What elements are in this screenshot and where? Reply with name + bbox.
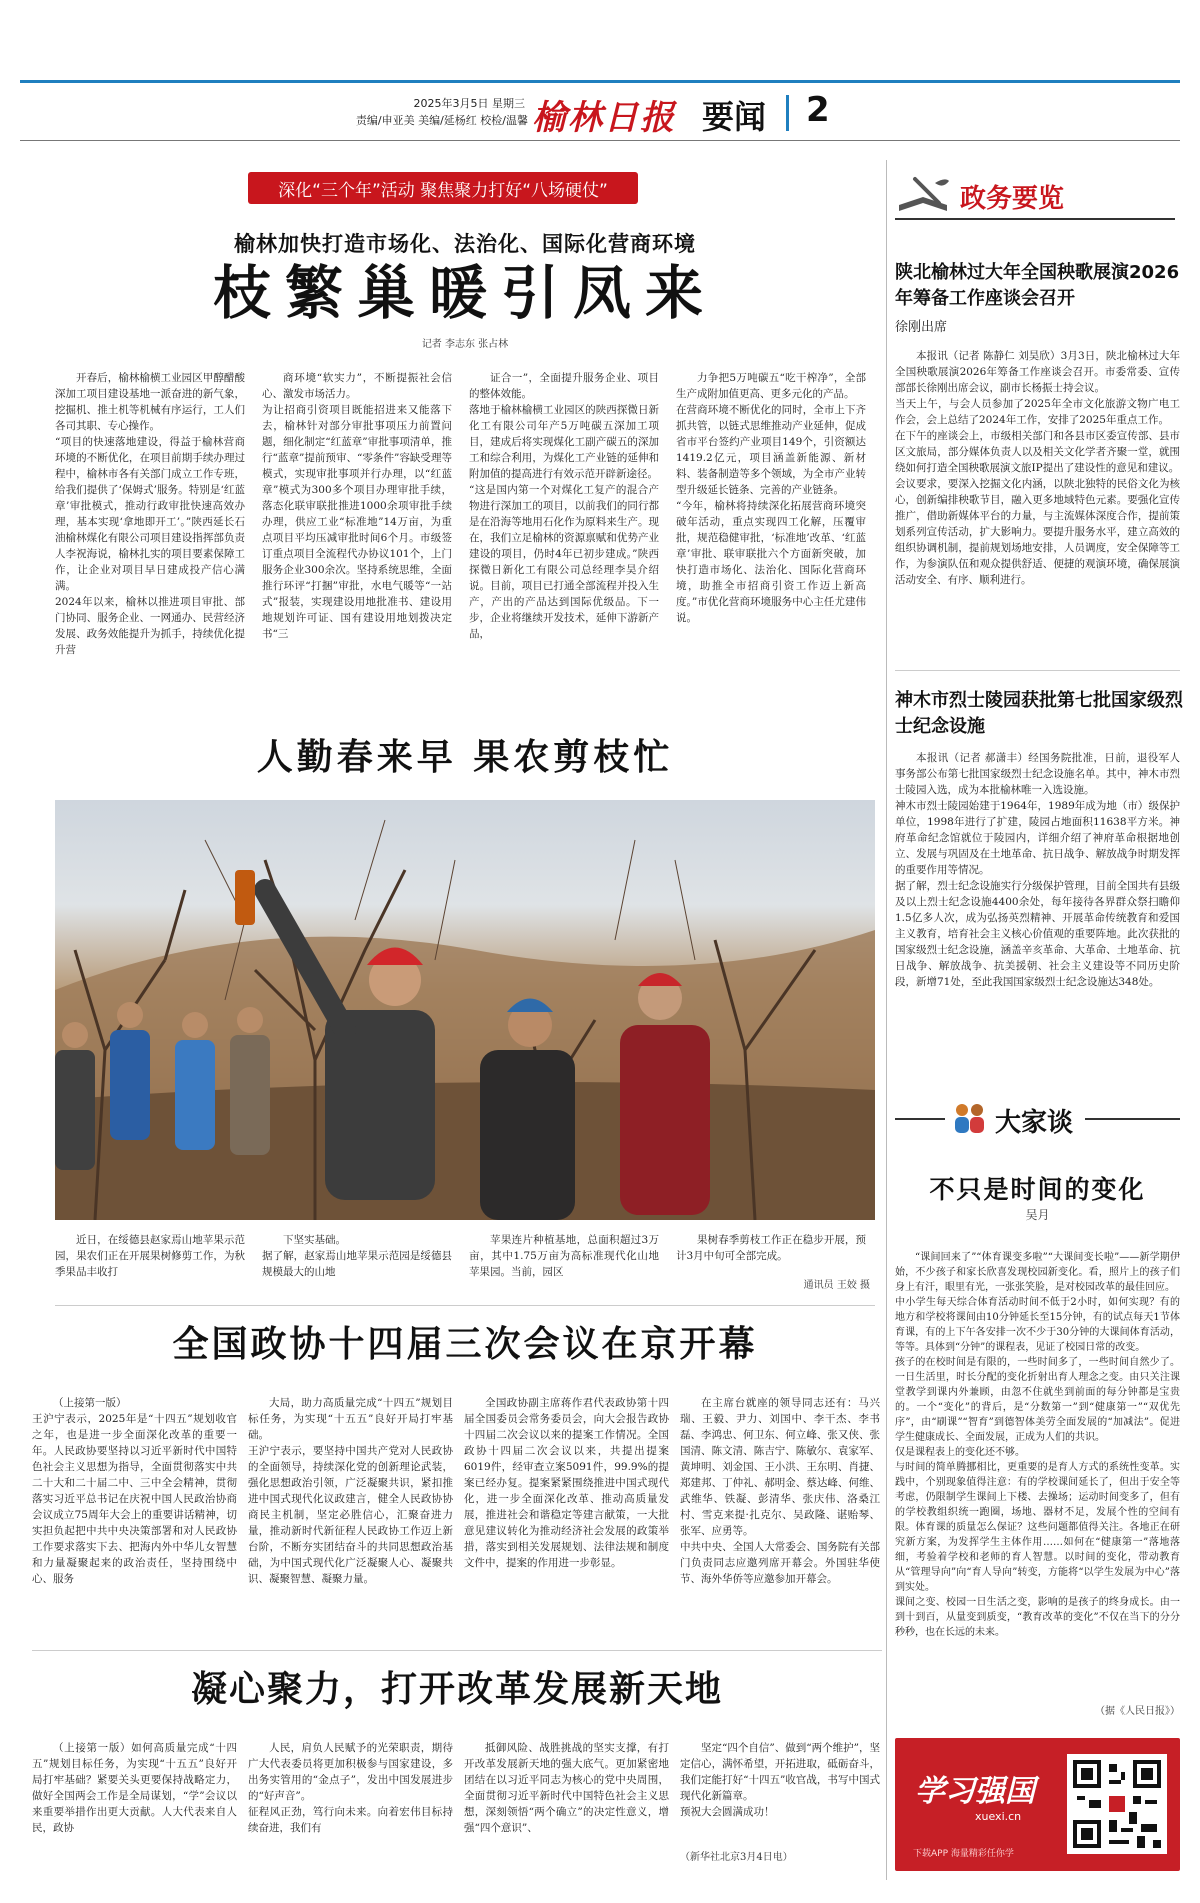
reform-column-4	[680, 1740, 880, 1850]
reform-column-1	[32, 1740, 237, 1865]
cppcc-rule	[55, 1305, 875, 1306]
page-number: 2	[806, 90, 830, 130]
cppcc-column-2-text: 大局，助力高质量完成“十四五”规划目标任务，为实现“十五五”良好开局打牢基础。 王沪宁表示，要坚持中国共产党对人民政协的全面领导，持续深化党的创新理论武装，强化思想政治引领，广泛凝聚共识，紧扣推进中国式现代化议政建言，健全人民政协协商民主机制，坚定必胜信心，汇聚奋进力量，推动新时代新征程人民政协工作迈上新台阶，不断夯实团结奋斗的共同思想政治基础，为中国式现代化广泛凝聚人心、凝聚共识、凝聚智慧、凝聚力量。	[248, 1397, 453, 1585]
photo-credit: 通讯员 王姣 摄	[803, 1280, 870, 1291]
sidebar-section-politics: 政务要览	[960, 184, 1065, 214]
photo-caption-col-2-text: 下坚实基础。 据了解，赵家焉山地苹果示范园是绥德县规模最大的山地	[262, 1234, 452, 1278]
reform-column-3-text: 抵御风险、战胜挑战的坚实支撑，有打开改革发展新天地的强大底气。更加紧密地团结在以习近平同志为核心的党中央周围，全面贯彻习近平新时代中国特色社会主义思想，深刻领悟“两个确立”的决定性意义，增强“四个意识”、	[464, 1742, 669, 1834]
lead-column-1-text: 开春后，榆林榆横工业园区甲醇醋酸深加工项目建设基地一派奋进的新气象，挖掘机、推土机等机械有序运行，工人们各司其职、专心操作。 “项目的快速落地建设，得益于榆林营商环境的不断优化，在项目前期手续办理过程中，榆林市各有关部门成立工作专班，给我们提供了‘保姆式’服务。特别是‘红蓝章’审批模式，推动行政审批快速高效办理，基本实现‘拿地即开工’。”陕西延长石油榆林煤化有限公司项目建设指挥部负责人李祝海说，榆林扎实的项目要素保障工作，让企业对项目早日建成投产信心满满。 2024年以来，榆林以推进项目审批、部门协同、服务企业、一网通办、民营经济发展、政务效能提升为抓手，持续优化提升营	[55, 372, 245, 656]
campaign-banner-text: 深化“三个年”活动 聚焦聚力打好“八场硬仗”	[278, 180, 608, 201]
reform-column-3	[464, 1740, 669, 1865]
lead-column-1	[55, 370, 245, 690]
essay-body	[895, 1250, 1180, 1695]
reform-rule	[32, 1650, 882, 1651]
reform-column-2-text: 人民，肩负人民赋予的光荣职责，期待广大代表委员将更加积极参与国家建设，多出务实管用的“金点子”，发出中国发展进步的“好声音”。 征程风正劲，笃行向未来。向着宏伟目标持续奋进，我们有	[248, 1742, 453, 1834]
news2-headline: 神木市烈士陵园获批第七批国家级烈士纪念设施	[895, 690, 1183, 737]
orchard-photo	[55, 800, 875, 1220]
masthead-logo: 榆林日报	[532, 98, 676, 138]
photo-caption-col-4	[676, 1232, 866, 1276]
top-rule	[20, 80, 1180, 83]
ad-brand: 学习强国	[915, 1774, 1035, 1809]
photo-caption-col-4-text: 果树春季剪枝工作正在稳步开展，预计3月中旬可全部完成。	[676, 1234, 866, 1262]
section-name: 要闻	[702, 98, 767, 136]
news1-headline: 陕北榆林过大年全国秧歌展演2026年筹备工作座谈会召开	[895, 262, 1180, 309]
lead-byline: 记者 李志东 张占林	[421, 339, 509, 350]
cppcc-column-3-text: 全国政协副主席蒋作君代表政协第十四届全国委员会常务委员会，向大会报告政协十四届二次会议以来的提案工作情况。全国政协十四届二次会议以来，共提出提案6019件，经审查立案5091件，99.9%的提案已经办复。提案紧紧围绕推进中国式现代化，进一步全面深化改革、推动高质量发展，推进社会和谐稳定等建言献策，一大批意见建议转化为推动经济社会发展的政策举措，落实到相关发展规划、法律法规和制度文件中，提案的作用进一步彰显。	[464, 1397, 669, 1569]
news1-body	[895, 348, 1180, 658]
cppcc-column-1	[32, 1395, 237, 1625]
lead-column-4-text: 力争把5万吨碳五“吃干榨净”，全部生产成附加值更高、更多元化的产品。 在营商环境不断优化的同时，全市上下齐抓共管，以链式思维推动产业延伸，促成省市平台签约产业项目149个，引资额达1419.2亿元，项目涵盖新能源、新材料、装备制造等多个领域，为全市产业转型升级延长链条、完善的产业链条。 “今年，榆林将持续深化拓展营商环境突破年活动，重点实现四工化解，压覆审批，规范稳健审批，‘标准地’改革、‘红蓝章’审批、联审联批六个方面新突破，加快打造市场化、法治化、国际化营商环境，助推全市招商引资工作迈上新高度。”市优化营商环境服务中心主任尤建伟说。	[676, 372, 866, 624]
cppcc-column-4-text: 在主席台就座的领导同志还有：马兴瑞、王毅、尹力、刘国中、李干杰、李书磊、李鸿忠、何卫东、何立峰、张又侠、张国清、陈文清、陈吉宁、陈敏尔、袁家军、黄坤明、刘金国、王小洪、王东明、肖捷、郑建邦、丁仲礼、郝明金、蔡达峰、何维、武维华、铁凝、彭清华、张庆伟、洛桑江村、雪克来提·扎克尔、吴政隆、谌贻琴、张军、应勇等。 中共中央、全国人大常委会、国务院有关部门负责同志应邀列席开幕会。外国驻华使节、海外华侨等应邀参加开幕会。	[680, 1397, 880, 1585]
lead-column-4	[676, 370, 866, 690]
lead-kicker: 榆林加快打造市场化、法治化、国际化营商环境	[234, 232, 696, 256]
lead-column-3-text: 证合一”，全面提升服务企业、项目的整体效能。 落地于榆林榆横工业园区的陕西探微日新化工有限公司年产5万吨碳五深加工项目，建成后将实现煤化工副产碳五的深加工和综合利用，为煤化工产业链的延伸和附加值的提高进行有效示范开辟新途径。 “这是国内第一个对煤化工复产的混合产物进行深加工的项目，以前我们的同行都是在沿海等地用石化作为原料来生产。现在，我们立足榆林的资源禀赋和优势产业建设的项目，仍时4年已初步建成。”陕西探微日新化工有限公司总经理李昊介绍说。目前，项目已打通全部流程并投入生产，产出的产品达到国际优级品。下一步，企业将继续开发技术，延伸下游新产品，	[469, 372, 659, 640]
essay-source: （据《人民日报》）	[1095, 1706, 1180, 1717]
sidebar-section-underline	[895, 218, 1175, 220]
reform-column-4-text: 坚定“四个自信”、做到“两个维护”，坚定信心，满怀希望，开拓进取，砥砺奋斗，我们定能打好“十四五”收官战，书写中国式现代化新篇章。 预祝大会圆满成功！	[680, 1742, 880, 1818]
book-feather-icon	[895, 175, 955, 215]
reform-column-1-text: （上接第一版）如何高质量完成“十四五”规划目标任务，为实现“十五五”良好开局打牢基础？紧要关头更要保持战略定力，做好全国两会工作是全局谋划，“学”会议以来重要举措作出更大贡献。人大代表来自人民，政协	[32, 1742, 237, 1834]
cppcc-column-4	[680, 1395, 880, 1625]
header-bottom-rule	[20, 140, 1180, 141]
news1-body-text: 本报讯（记者 陈静仁 刘昊欣）3月3日，陕北榆林过大年全国秧歌展演2026年筹备工作座谈会召开。市委常委、宣传部部长徐刚出席会议，副市长杨振士持会议。 当天上午，与会人员参加了2025年全市文化旅游文物广电工作会，会上总结了2024年工作，安排了2025年重点工作。 在下午的座谈会上，市级相关部门和各县市区委宣传部、县市区文旅局，部分媒体负责人以及相关文化学者齐聚一堂，就围绕如何打造全国秧歌展演文旅IP提出了建设性的意见和建议。 会议要求，要深入挖掘文化内涵，以陕北独特的民俗文化为核心，创新编排秧歌节目，融入更多地域特色元素。要强化宣传推广，借助新媒体平台的力量，与主流媒体深度合作，提前策划系列宣传活动，扩大影响力。要提升服务水平，建立高效的组织协调机制，提前规划场地安排，人员调度，安全保障等工作，为参演队伍和观众提供舒适、便捷的观演环境，确保展演活动安全、有序、顺利进行。	[895, 350, 1180, 586]
lead-column-2-text: 商环境“软实力”，不断提振社会信心、激发市场活力。 为让招商引资项目既能招进来又能落下去，榆林针对部分审批事项压力前置问题，细化制定“红蓝章”审批事项清单，推行“蓝章”提前预审、“零条件”容缺受理等模式，实现审批事项并行办理，以“红蓝章”模式为300多个项目办理审批手续，落态化联审联批推进1000余项审批手续办理，供应工业“标准地”14万亩，为重点项目平均压减审批时间6个月。市级签订重点项目全流程代办协议101个，上门服务企业300余次。坚持系统思维，全面推行环评“打捆”审批，水电气暖等“一站式”报装，实现建设用地批准书、建设用地规划许可证、国有建设用地划拨决定书“三	[262, 372, 452, 640]
qr-code-icon[interactable]	[1067, 1754, 1167, 1854]
pruning-shears	[235, 870, 255, 925]
lead-column-3	[469, 370, 659, 690]
editors-credit: 责编/申亚美 美编/延杨红 校检/温馨	[355, 114, 528, 127]
section2-rule-left	[895, 1118, 945, 1120]
photo-caption-col-2	[262, 1232, 452, 1292]
orchard-photo-illustration	[55, 800, 875, 1220]
photo-caption-col-1-text: 近日，在绥德县赵家焉山地苹果示范园，果农们正在开展果树修剪工作，为秋季果品丰收打	[55, 1234, 245, 1278]
people-icon	[950, 1100, 990, 1136]
cppcc-column-3	[464, 1395, 669, 1625]
cppcc-column-2	[248, 1395, 453, 1625]
issue-date: 2025年3月5日 星期三	[413, 97, 525, 110]
photo-caption-col-3	[469, 1232, 659, 1292]
news2-rule	[895, 670, 1180, 671]
reform-headline: 凝心聚力，打开改革发展新天地	[190, 1669, 723, 1710]
section-divider	[786, 95, 789, 131]
news2-body-text: 本报讯（记者 郝潇丰）经国务院批准，日前，退役军人事务部公布第七批国家级烈士纪念设施名单。其中，神木市烈士陵园入选，成为本批榆林唯一入选设施。 神木市烈士陵园始建于1964年，1989年成为地（市）级保护单位，1998年进行了扩建，陵园占地面积11638平方米。神府革命纪念馆就位于陵园内，详细介绍了神府革命根据地创立、发展与巩固及在土地革命、抗日战争、解放战争时期发挥的重要作用等情况。 据了解，烈士纪念设施实行分级保护管理，目前全国共有县级及以上烈士纪念设施4400余处，每年接待各界群众祭扫瞻仰1.5亿多人次，成为弘扬英烈精神、开展革命传统教育和爱国主义教育，培育社会主义核心价值观的重要阵地。此次获批的国家级烈士纪念设施，涵盖辛亥革命、大革命、土地革命、抗日战争、解放战争、抗美援朝、社会主义建设等不同历史阶段，新增71处，至此我国国家级烈士纪念设施达348处。	[895, 752, 1180, 988]
reform-source: （新华社北京3月4日电）	[680, 1852, 793, 1863]
section2-rule-right	[1085, 1118, 1180, 1120]
essay-author: 吴月	[1025, 1208, 1050, 1222]
photo-story-headline: 人勤春来早 果农剪枝忙	[55, 735, 875, 781]
sidebar-section-discussion: 大家谈	[995, 1108, 1074, 1138]
news2-body	[895, 750, 1180, 1050]
sidebar-divider	[886, 160, 887, 1880]
ad-site: xuexi.cn	[975, 1810, 1022, 1823]
news1-byline: 徐刚出席	[895, 320, 948, 335]
xuexi-ad[interactable]	[895, 1738, 1180, 1871]
photo-caption-col-1	[55, 1232, 245, 1292]
essay-body-text: “课间回来了”“体育课变多啦”“大课间变长啦”——新学期伊始，不少孩子和家长欣喜发现校园新变化。看，照片上的孩子们身上有汗，眼里有光，一张张笑脸，是对校园改革的最佳回应。 中小学生每天综合体育活动时间不低于2小时，如何实现？有的地方和学校将课间由10分钟延长至15分钟，有的试点每天1节体育课，有的上下午各安排一次不少于30分钟的大课间体育活动，等等。具体到“分钟”的课程表，见证了校园日常的改变。 孩子的在校时间是有限的，一些时间多了，一些时间自然少了。一日生活里，时长分配的变化折射出育人理念之变。由只关注课堂教学到课内外兼顾，由忽不住就坐到前面的每分钟都是宝贵的。一个“变化”的背后，是“分数第一”到“健康第一”“双优先序”，由“刷课”“智育”到德智体美劳全面发展的“加减法”。促进学生健康成长、全面发展，正成为人们的共识。 仅是课程表上的变化还不够。 与时间的简单腾挪相比，更重要的是育人方式的系统性变革。实践中，个别现象值得注意：有的学校课间延长了，但出于安全等考虑，仍限制学生课间上下楼、去操场；运动时间变多了，但有的学校教组织统一跑圈，场地、器材不足，发展个性的空间有限。体育课的质量怎么保证？这些问题都值得关注。各地正在研究新方案，为发挥学生主体作用……如何在“健康第一”落地落细，考验着学校和老师的育人智慧。以时间的变化，带动教育从“管理导向”向“育人导向”转变，方能将“以学生发展为中心”落到实处。 课间之变、校园一日生活之变，影响的是孩子的终身成长。由一到十到百，从量变到质变，“教育改革的变化”不仅在当下的分分秒秒，也在长远的未来。	[895, 1252, 1180, 1638]
lead-headline: 枝繁巢暖引凤来	[212, 259, 717, 327]
cppcc-headline: 全国政协十四届三次会议在京开幕	[172, 1324, 758, 1365]
reform-column-2	[248, 1740, 453, 1865]
essay-headline: 不只是时间的变化	[929, 1175, 1146, 1204]
photo-caption-col-3-text: 苹果连片种植基地，总面积超过3万亩，其中1.75万亩为高标准现代化山地苹果园。当前，园区	[469, 1234, 659, 1278]
campaign-banner	[248, 172, 638, 204]
cppcc-column-1-text: （上接第一版） 王沪宁表示，2025年是“十四五”规划收官之年，也是进一步全面深化改革的重要一年。人民政协要坚持以习近平新时代中国特色社会主义思想为指导，全面贯彻落实中共二十大和二十届二中、三中全会精神，贯彻落实习近平总书记在庆祝中国人民政治协商会议成立75周年大会上的重要讲话精神，切实担负起把中共中央决策部署和对人民政协工作要求落实下去、把海内外中华儿女智慧和力量凝聚起来的政治责任，坚持围绕中心、服务	[32, 1397, 237, 1585]
ad-tagline: 下载APP 海量精彩任你学	[913, 1849, 1014, 1859]
lead-column-2	[262, 370, 452, 690]
